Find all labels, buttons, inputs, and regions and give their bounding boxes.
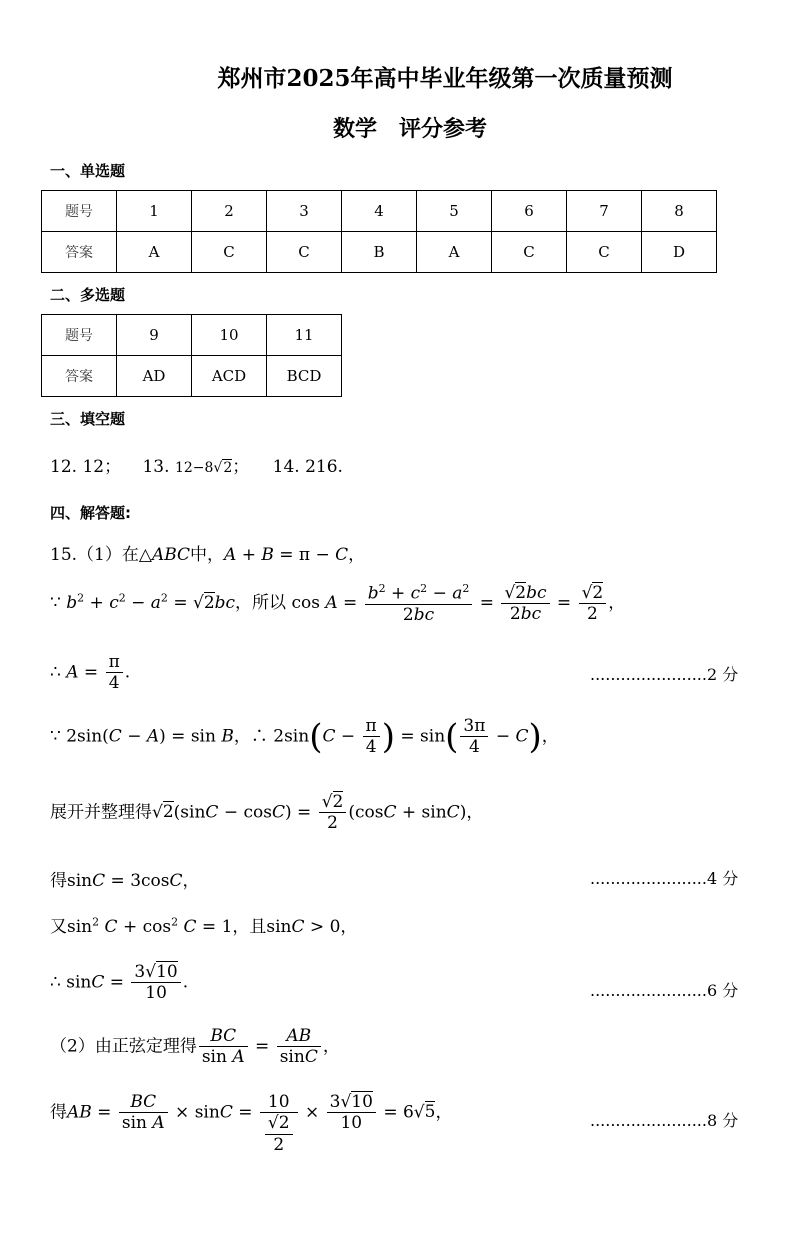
page-title: 郑州市2025年高中毕业年级第一次质量预测	[217, 65, 673, 92]
table-cell: 题号	[42, 315, 117, 356]
answer-13-label: 13.	[142, 457, 175, 477]
table-cell: C	[567, 232, 642, 273]
section-heading-single-choice: 一、单选题	[50, 162, 126, 180]
table-cell: 11	[267, 315, 342, 356]
score-2: .......................2 分	[590, 665, 739, 684]
table-cell: 题号	[42, 191, 117, 232]
sqrt-expression: √2	[213, 460, 233, 476]
section-heading-solutions: 四、解答题:	[50, 504, 131, 522]
table-cell: 7	[567, 191, 642, 232]
table-cell: D	[642, 232, 717, 273]
table-cell: C	[267, 232, 342, 273]
section-heading-multi-choice: 二、多选题	[50, 286, 126, 304]
section-heading-fill-in: 三、填空题	[50, 410, 126, 428]
q15-line-4: ∵ 2sin(C − A) = sin B，∴ 2sin(C − $\frac{\pi}{4}$ ) = sin( $\frac{3\pi}{4}$ − C)，	[50, 716, 559, 758]
table-cell: C	[192, 232, 267, 273]
table-cell: 10	[192, 315, 267, 356]
table-cell: C	[492, 232, 567, 273]
table-cell: A	[417, 232, 492, 273]
table-cell: 1	[117, 191, 192, 232]
q15-line-1: 15.（1）在△ABC中，A + B = π − C，	[50, 545, 366, 565]
answer-14: 14. 216.	[272, 457, 343, 477]
score-8: .......................8 分	[590, 1111, 739, 1130]
table-cell: 答案	[42, 356, 117, 397]
score-6: .......................6 分	[590, 981, 739, 1000]
table-cell: 6	[492, 191, 567, 232]
fill-in-answers	[50, 452, 343, 477]
q15-line-7: 又$\sin^2 C + \cos^2 C = 1$，且sinC > 0，	[50, 915, 358, 937]
q15-line-2: ∵ $b^2 + c^2 - a^2 = √2bc$，所以 cos A = $\frac{b^2 + c^2 - a^2}{2bc}$ = $\frac{√2bc}{2bc}$ = $\frac{√2}{2}$ ，	[50, 582, 626, 626]
table-row	[42, 232, 717, 273]
table-cell: ACD	[192, 356, 267, 397]
table-cell: 4	[342, 191, 417, 232]
table-row	[42, 315, 342, 356]
table-row	[42, 191, 717, 232]
score-4: .......................4 分	[590, 869, 739, 888]
q15-line-3: ∴ A = $\frac{\pi}{4}$ .	[50, 652, 131, 694]
q15-line-8: ∴ sinC = $\frac{3√10}{10}$ .	[50, 962, 189, 1004]
q15-line-10: 得AB = $\frac{BC}{\text{sin A}}$ × sinC = $\frac{10}{\frac{√2}{2}}$ × $\frac{3√10}{10}$ = 6√5，	[50, 1092, 453, 1155]
table-cell: 答案	[42, 232, 117, 273]
q15-line-6: 得sinC = 3cosC，	[50, 871, 200, 891]
table-cell: 3	[267, 191, 342, 232]
multi-choice-answer-table	[41, 314, 342, 397]
q15-line-9: （2）由正弦定理得 $\frac{BC}{\text{sin A}}$ = $\frac{AB}{\sin C}$ ，	[50, 1026, 340, 1068]
page-subtitle: 数学 评分参考	[332, 116, 487, 142]
single-choice-answer-table	[41, 190, 717, 273]
table-row	[42, 356, 342, 397]
answer-13-value: 12−8	[174, 460, 214, 476]
table-cell: 8	[642, 191, 717, 232]
table-cell: 2	[192, 191, 267, 232]
table-cell: A	[117, 232, 192, 273]
table-cell: 9	[117, 315, 192, 356]
q15-line-5: 展开并整理得√2(sinC − cosC) = $\frac{√2}{2}$ (cosC + sinC)，	[50, 792, 484, 834]
answer-12: 12. 12；	[50, 457, 122, 477]
answer-13-suffix: ；	[232, 457, 250, 477]
table-cell: B	[342, 232, 417, 273]
table-cell: 5	[417, 191, 492, 232]
table-cell: BCD	[267, 356, 342, 397]
table-cell: AD	[117, 356, 192, 397]
